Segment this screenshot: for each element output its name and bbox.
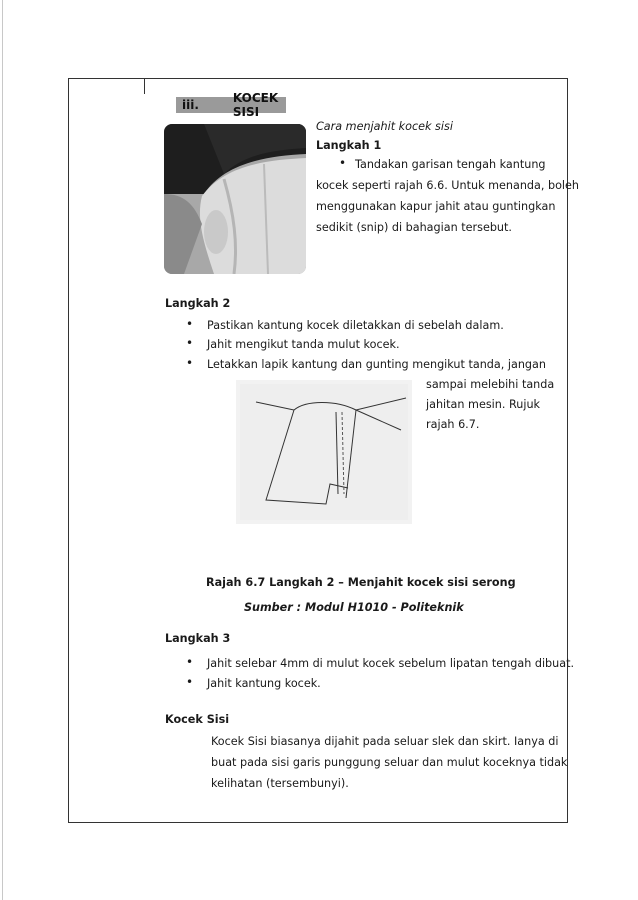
step2-bullet-2: Jahit mengikut tanda mulut kocek. — [207, 338, 400, 351]
step2-title: Langkah 2 — [165, 297, 231, 310]
step1-line-4: sedikit (snip) di bahagian tersebut. — [316, 221, 512, 234]
kocek-sisi-line-3: kelihatan (tersembunyi). — [211, 777, 349, 790]
bullet-dot: • — [186, 356, 194, 370]
page-edge-line — [2, 0, 3, 900]
step3-bullet-1: Jahit selebar 4mm di mulut kocek sebelum lipatan tengah dibuat. — [207, 657, 575, 670]
step1-title: Langkah 1 — [316, 139, 382, 152]
bullet-dot: • — [339, 156, 347, 170]
section-heading — [176, 91, 286, 119]
bullet-dot: • — [186, 317, 194, 331]
trouser-pocket-photo — [164, 124, 306, 274]
step3-title: Langkah 3 — [165, 632, 231, 645]
section-title: KOCEK SISI — [232, 91, 279, 119]
step1-line-3: menggunakan kapur jahit atau guntingkan — [316, 200, 556, 213]
kocek-sisi-line-1: Kocek Sisi biasanya dijahit pada seluar slek dan skirt. Ianya di — [211, 735, 559, 748]
step1-line-2: kocek seperti rajah 6.6. Untuk menanda, boleh — [316, 179, 580, 192]
step1-line-1: Tandakan garisan tengah kantung — [355, 158, 546, 171]
kocek-sisi-title: Kocek Sisi — [165, 713, 230, 726]
kocek-sisi-line-2: buat pada sisi garis punggung seluar dan mulut koceknya tidak — [211, 756, 568, 769]
photo-illustration — [164, 124, 306, 274]
pocket-diagram — [236, 380, 412, 524]
step2-cont-1: sampai melebihi tanda — [426, 378, 555, 391]
step2-cont-2: jahitan mesin. Rujuk — [426, 398, 541, 411]
frame-divider — [144, 78, 145, 94]
step3-bullet-2: Jahit kantung kocek. — [207, 677, 321, 690]
section-numeral: iii. — [182, 98, 199, 112]
intro-caption: Cara menjahit kocek sisi — [316, 120, 453, 133]
step2-cont-3: rajah 6.7. — [426, 418, 480, 431]
step2-bullet-1: Pastikan kantung kocek diletakkan di sebelah dalam. — [207, 319, 504, 332]
bullet-dot: • — [186, 675, 194, 689]
figure-source: Sumber : Modul H1010 - Politeknik — [244, 601, 464, 614]
step2-bullet-3: Letakkan lapik kantung dan gunting mengikut tanda, jangan — [207, 358, 546, 371]
bullet-dot: • — [186, 336, 194, 350]
figure-caption: Rajah 6.7 Langkah 2 – Menjahit kocek sisi serong — [206, 576, 516, 589]
bullet-dot: • — [186, 655, 194, 669]
